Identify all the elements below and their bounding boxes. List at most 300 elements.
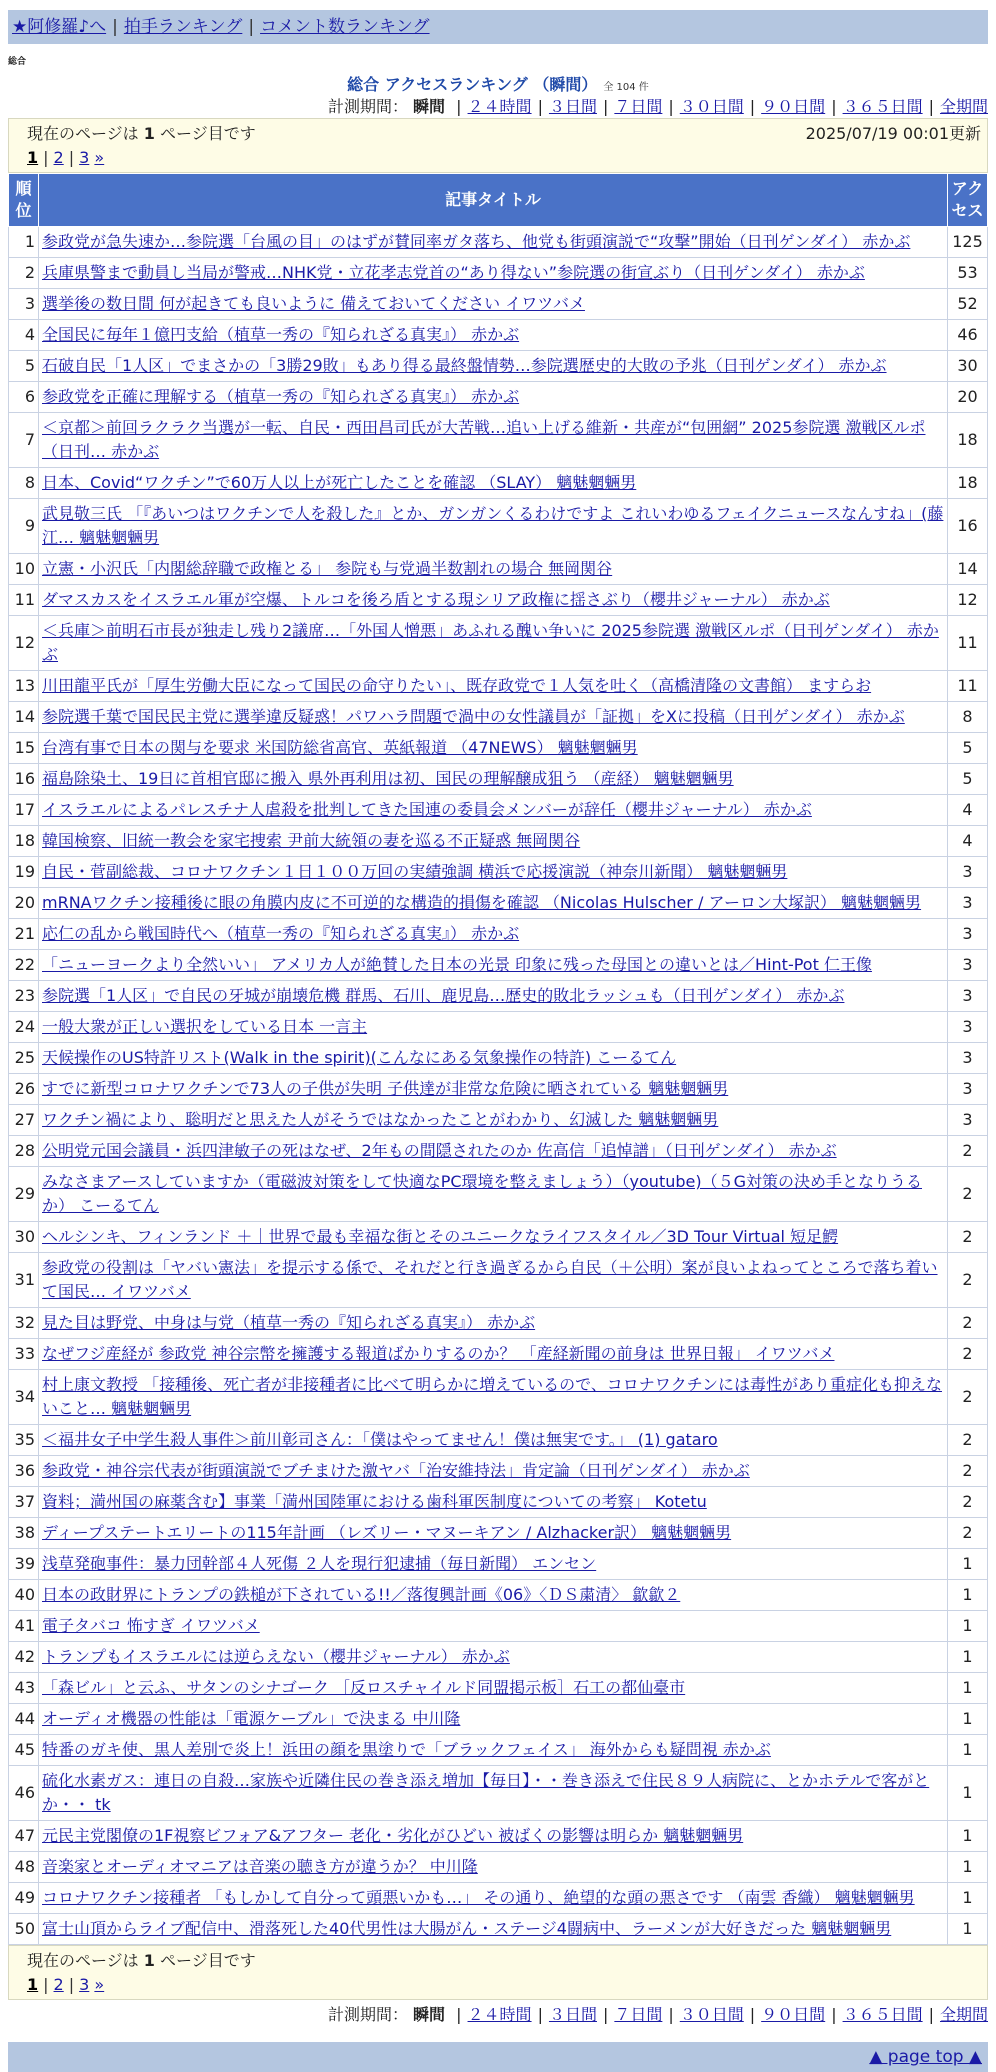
table-row: [9, 950, 988, 981]
rank-number: 39: [9, 1549, 39, 1580]
pagination: [27, 1973, 981, 1997]
table-row: [9, 1883, 988, 1914]
asyura-home-link[interactable]: ★阿修羅♪へ: [12, 17, 107, 37]
article-title-link[interactable]: みなさまアースしていますか（電磁波対策をして快適なPC環境を整えましょう）（youtube)（５G対策の決め手となりうるか） こーるてん: [42, 1172, 922, 1215]
total-count: 全 104 件: [603, 82, 649, 93]
article-title-cell: [39, 258, 948, 289]
period-option-link[interactable]: ９０日間: [761, 97, 826, 116]
access-count: 4: [948, 795, 988, 826]
article-title-cell: [39, 554, 948, 585]
table-row: [9, 826, 988, 857]
rank-number: 2: [9, 258, 39, 289]
table-row: [9, 499, 988, 554]
period-option-link[interactable]: ３０日間: [679, 2005, 744, 2024]
article-title-cell: [39, 585, 948, 616]
access-count: 1: [948, 1549, 988, 1580]
access-count: 2: [948, 1456, 988, 1487]
article-title-link[interactable]: 武見敬三氏 「『あいつはワクチンで人を殺した』とか、ガンガンくるわけですよ これいわゆるフェイクニュースなんすね」(藤江… 魑魅魍魎男: [42, 504, 944, 547]
article-title-cell: [39, 1852, 948, 1883]
article-title-link[interactable]: 日本の政財界にトランプの鉄槌が下されている!!／落復興計画《06》〈ＤＳ粛清〉 歙歙２: [42, 1585, 681, 1604]
article-title-cell: [39, 499, 948, 554]
article-title-cell: [39, 981, 948, 1012]
article-title-link[interactable]: ＜福井女子中学生殺人事件＞前川彰司さん：「僕はやってません！僕は無実です。」 (1) gataro: [42, 1430, 718, 1449]
ranking-title: 総合 アクセスランキング （瞬間）: [347, 75, 598, 94]
table-row: [9, 671, 988, 702]
article-title-cell: [39, 468, 948, 499]
article-title-link[interactable]: 電子タバコ 怖すぎ イワツバメ: [42, 1616, 260, 1635]
period-option-link[interactable]: ２４時間: [467, 2005, 532, 2024]
rank-number: 21: [9, 919, 39, 950]
article-title-link[interactable]: ワクチン禍により、聡明だと思えた人がそうではなかったことがわかり、幻滅した 魑魅魍魎男: [42, 1110, 719, 1129]
rank-number: 26: [9, 1074, 39, 1105]
nav-separator: |: [248, 17, 255, 37]
period-option-link[interactable]: ９０日間: [761, 2005, 826, 2024]
rank-number: 9: [9, 499, 39, 554]
period-selector-top: [8, 96, 988, 118]
article-title-link[interactable]: イスラエルによるパレスチナ人虐殺を批判してきた国連の委員会メンバーが辞任（櫻井ジャーナル） 赤かぶ: [42, 800, 812, 819]
article-title-cell: [39, 1105, 948, 1136]
access-count: 2: [948, 1370, 988, 1425]
article-title-link[interactable]: 自民・菅副総裁、コロナワクチン１日１００万回の実績強調 横浜で応援演説（神奈川新聞） 魑魅魍魎男: [42, 862, 788, 881]
rank-number: 48: [9, 1852, 39, 1883]
current-page-number: 1: [143, 124, 155, 143]
table-row: [9, 1074, 988, 1105]
article-title-link[interactable]: 元民主党閣僚の1F視察ビフォア&アフター 老化・劣化がひどい 被ばくの影響は明らか 魑魅魍魎男: [42, 1826, 744, 1845]
table-row: [9, 981, 988, 1012]
article-title-cell: [39, 733, 948, 764]
rank-number: 8: [9, 468, 39, 499]
table-row: [9, 1549, 988, 1580]
rank-number: 49: [9, 1883, 39, 1914]
article-title-link[interactable]: なぜフジ産経が 参政党 神谷宗幣を擁護する報道ばかりするのか？ 「産経新聞の前身は 世界日報」 イワツバメ: [42, 1344, 835, 1363]
table-row: [9, 1105, 988, 1136]
article-title-cell: [39, 413, 948, 468]
access-count: 1: [948, 1642, 988, 1673]
period-separator: |: [602, 2005, 609, 2024]
table-row: [9, 616, 988, 671]
page-2-link[interactable]: 2: [53, 148, 64, 167]
access-count: 11: [948, 616, 988, 671]
article-title-cell: [39, 950, 948, 981]
table-row: [9, 585, 988, 616]
article-title-cell: [39, 1518, 948, 1549]
access-count: 1: [948, 1611, 988, 1642]
access-count: 2: [948, 1487, 988, 1518]
article-title-link[interactable]: コロナワクチン接種者 「もしかして自分って頭悪いかも…」 その通り、絶望的な頭の悪さです （南雲 香織） 魑魅魍魎男: [42, 1888, 915, 1907]
rank-number: 40: [9, 1580, 39, 1611]
period-separator: |: [602, 97, 609, 116]
article-title-cell: [39, 826, 948, 857]
rank-number: 23: [9, 981, 39, 1012]
article-title-link[interactable]: 全国民に毎年１億円支給（植草一秀の『知られざる真実』） 赤かぶ: [42, 325, 520, 344]
rank-number: 25: [9, 1043, 39, 1074]
period-separator: |: [668, 2005, 674, 2024]
table-row: [9, 1766, 988, 1821]
rank-number: 16: [9, 764, 39, 795]
rank-number: 28: [9, 1136, 39, 1167]
article-title-link[interactable]: 村上康文教授 「接種後、死亡者が非接種者に比べて明らかに増えているので、コロナワクチンには毒性があり重症化も抑えないこと… 魑魅魍魎男: [42, 1375, 942, 1418]
access-count: 3: [948, 1043, 988, 1074]
period-option-link[interactable]: 全期間: [939, 2005, 988, 2024]
rank-number: 5: [9, 351, 39, 382]
article-title-link[interactable]: 韓国検察、旧統一教会を家宅捜索 尹前大統領の妻を巡る不正疑惑 無岡関谷: [42, 831, 581, 850]
article-title-cell: [39, 1136, 948, 1167]
access-count: 2: [948, 1136, 988, 1167]
access-header: アクセス: [948, 174, 988, 227]
article-title-cell: [39, 795, 948, 826]
access-count: 3: [948, 919, 988, 950]
article-title-link[interactable]: ヘルシンキ、フィンランド ＋｜世界で最も幸福な街とそのユニークなライフスタイル／3D Tour Virtual 短足鰐: [42, 1227, 839, 1246]
page-3-link[interactable]: 3: [79, 1975, 90, 1994]
access-count: 30: [948, 351, 988, 382]
rank-number: 45: [9, 1735, 39, 1766]
article-title-cell: [39, 289, 948, 320]
article-title-link[interactable]: 「ニューヨークより全然いい」 アメリカ人が絶賛した日本の光景 印象に残った母国との違いとは／Hint-Pot 仁王像: [42, 955, 872, 974]
access-count: 52: [948, 289, 988, 320]
access-count: 5: [948, 733, 988, 764]
page-separator: |: [43, 148, 49, 167]
access-count: 20: [948, 382, 988, 413]
article-title-link[interactable]: 硫化水素ガス：連日の自殺…家族や近隣住民の巻き添え増加【毎日】・・巻き添えで住民８９人病院に、とかホテルで客がとか・・ tk: [42, 1771, 930, 1814]
rank-number: 46: [9, 1766, 39, 1821]
article-title-cell: [39, 1167, 948, 1222]
table-row: [9, 1580, 988, 1611]
article-title-link[interactable]: オーディオ機器の性能は「電源ケーブル」で決まる 中川隆: [42, 1709, 461, 1728]
applause-ranking-link[interactable]: 拍手ランキング: [123, 17, 243, 37]
access-count: 8: [948, 702, 988, 733]
table-row: [9, 1339, 988, 1370]
article-title-link[interactable]: 一般大衆が正しい選択をしている日本 一言主: [42, 1017, 368, 1036]
access-count: 1: [948, 1580, 988, 1611]
rank-number: 41: [9, 1611, 39, 1642]
rank-number: 20: [9, 888, 39, 919]
table-row: [9, 1518, 988, 1549]
table-row: [9, 1642, 988, 1673]
period-option-link[interactable]: 全期間: [939, 97, 988, 116]
next-page-link[interactable]: »: [94, 1975, 105, 1994]
access-count: 1: [948, 1852, 988, 1883]
table-row: [9, 1456, 988, 1487]
table-row: [9, 1043, 988, 1074]
page-1-current: 1: [27, 148, 39, 167]
access-count: 3: [948, 950, 988, 981]
access-count: 3: [948, 1105, 988, 1136]
article-title-cell: [39, 1370, 948, 1425]
article-title-link[interactable]: ＜兵庫＞前明石市長が独走し残り2議席…「外国人憎悪」あふれる醜い争いに 2025参院選 激戦区ルポ（日刊ゲンダイ） 赤かぶ: [42, 621, 939, 664]
article-title-cell: [39, 919, 948, 950]
access-count: 2: [948, 1518, 988, 1549]
period-option-link[interactable]: ３日間: [548, 97, 597, 116]
table-row: [9, 1704, 988, 1735]
table-row: [9, 919, 988, 950]
access-count: 1: [948, 1821, 988, 1852]
article-title-cell: [39, 1883, 948, 1914]
rank-number: 50: [9, 1914, 39, 1945]
article-title-link[interactable]: 参院選「1人区」で自民の牙城が崩壊危機 群馬、石川、鹿児島…歴史的敗北ラッシュも（日刊ゲンダイ） 赤かぶ: [42, 986, 845, 1005]
period-separator: |: [831, 97, 837, 116]
article-title-cell: [39, 227, 948, 258]
access-count: 3: [948, 1074, 988, 1105]
article-title-cell: [39, 1043, 948, 1074]
rank-number: 13: [9, 671, 39, 702]
article-title-cell: [39, 1821, 948, 1852]
comment-ranking-link[interactable]: コメント数ランキング: [260, 17, 430, 37]
access-count: 18: [948, 413, 988, 468]
access-count: 3: [948, 981, 988, 1012]
article-title-link[interactable]: ディープステートエリートの115年計画 （レズリー・マヌーキアン / Alzhacker訳） 魑魅魍魎男: [42, 1523, 732, 1542]
rank-number: 14: [9, 702, 39, 733]
article-title-link[interactable]: ＜京都＞前回ラクラク当選が一転、自民・西田昌司氏が大苦戦…追い上げる維新・共産が“包囲網” 2025参院選 激戦区ルポ（日刊… 赤かぶ: [42, 418, 926, 461]
table-row: [9, 1487, 988, 1518]
article-title-cell: [39, 702, 948, 733]
period-separator: |: [537, 2005, 543, 2024]
table-row: [9, 1012, 988, 1043]
rank-number: 47: [9, 1821, 39, 1852]
period-label: 計測期間：: [327, 2005, 408, 2024]
updated-timestamp: 2025/07/19 00:01更新: [805, 124, 981, 143]
current-page-text: 現在のページは 1 ページ目です: [27, 124, 256, 143]
period-option-link[interactable]: ３日間: [548, 2005, 597, 2024]
article-title-cell: [39, 1253, 948, 1308]
article-title-link[interactable]: 立憲・小沢氏「内閣総辞職で政権とる」 参院も与党過半数割れの場合 無岡関谷: [42, 559, 613, 578]
nav-separator: |: [112, 17, 118, 37]
ranking-title-area: [8, 74, 988, 96]
article-title-link[interactable]: 浅草発砲事件：暴力団幹部４人死傷 ２人を現行犯逮捕（毎日新聞） エンセン: [42, 1554, 597, 1573]
article-title-cell: [39, 320, 948, 351]
rank-number: 22: [9, 950, 39, 981]
access-count: 5: [948, 764, 988, 795]
article-title-link[interactable]: 福島除染土、19日に首相官邸に搬入 県外再利用は初、国民の理解醸成狙う （産経） 魑魅魍魎男: [42, 769, 734, 788]
footer-bar: [8, 2042, 988, 2072]
article-title-cell: [39, 764, 948, 795]
article-title-cell: [39, 616, 948, 671]
table-row: [9, 1136, 988, 1167]
page-2-link[interactable]: 2: [53, 1975, 64, 1994]
rank-number: 29: [9, 1167, 39, 1222]
table-row: [9, 795, 988, 826]
table-row: [9, 382, 988, 413]
period-option-link[interactable]: ３０日間: [679, 97, 744, 116]
article-title-link[interactable]: ダマスカスをイスラエル軍が空爆、トルコを後ろ盾とする現シリア政権に揺さぶり（櫻井ジャーナル） 赤かぶ: [42, 590, 830, 609]
access-count: 1: [948, 1766, 988, 1821]
table-row: [9, 1735, 988, 1766]
article-title-cell: [39, 1642, 948, 1673]
article-title-link[interactable]: 日本、Covid“ワクチン”で60万人以上が死亡したことを確認 （SLAY） 魑魅魍魎男: [42, 473, 637, 492]
period-separator: |: [749, 97, 756, 116]
rank-number: 4: [9, 320, 39, 351]
access-count: 1: [948, 1673, 988, 1704]
period-options: [450, 97, 988, 116]
page-top-link[interactable]: ▲ page top ▲: [869, 2047, 982, 2067]
article-title-link[interactable]: 参政党を正確に理解する（植草一秀の『知られざる真実』） 赤かぶ: [42, 387, 520, 406]
article-title-link[interactable]: mRNAワクチン接種後に眼の角膜内皮に不可逆的な構造的損傷を確認 （Nicolas Hulscher / アーロン大塚訳） 魑魅魍魎男: [42, 893, 922, 912]
access-count: 12: [948, 585, 988, 616]
access-count: 1: [948, 1704, 988, 1735]
period-selector-bottom: [8, 2004, 988, 2026]
article-title-link[interactable]: 台湾有事で日本の関与を要求 米国防総省高官、英紙報道 （47NEWS） 魑魅魍魎男: [42, 738, 638, 757]
rank-number: 15: [9, 733, 39, 764]
article-title-link[interactable]: 資料；満州国の麻薬含む】事業「満州国陸軍における歯科軍医制度についての考察」 Kotetu: [42, 1492, 707, 1511]
access-count: 2: [948, 1222, 988, 1253]
current-page-number: 1: [143, 1951, 155, 1970]
access-count: 11: [948, 671, 988, 702]
access-count: 4: [948, 826, 988, 857]
rank-number: 1: [9, 227, 39, 258]
rank-number: 17: [9, 795, 39, 826]
article-title-link[interactable]: トランプもイスラエルには逆らえない（櫻井ジャーナル） 赤かぶ: [42, 1647, 510, 1666]
period-option-link[interactable]: ３６５日間: [842, 97, 923, 116]
page-separator: |: [68, 148, 75, 167]
article-title-link[interactable]: 兵庫県警まで動員し当局が警戒…NHK党・立花孝志党首の“あり得ない”参院選の街宣ぶり（日刊ゲンダイ） 赤かぶ: [42, 263, 865, 282]
period-separator: |: [456, 2005, 462, 2024]
period-separator: |: [928, 97, 934, 116]
ranking-table: [8, 173, 988, 1945]
article-title-cell: [39, 671, 948, 702]
rank-number: 36: [9, 1456, 39, 1487]
table-row: [9, 888, 988, 919]
access-count: 46: [948, 320, 988, 351]
page-3-link[interactable]: 3: [79, 148, 90, 167]
article-title-link[interactable]: 特番のガキ使、黒人差別で炎上！浜田の顔を黒塗りで「ブラックフェイス」 海外からも疑問視 赤かぶ: [42, 1740, 771, 1759]
period-option-link[interactable]: ２４時間: [467, 97, 532, 116]
period-option-link[interactable]: ３６５日間: [842, 2005, 923, 2024]
article-title-link[interactable]: 応仁の乱から戦国時代へ（植草一秀の『知られざる真実』） 赤かぶ: [42, 924, 520, 943]
rank-number: 7: [9, 413, 39, 468]
access-count: 3: [948, 888, 988, 919]
table-row: [9, 1253, 988, 1308]
table-row: [9, 1370, 988, 1425]
pager-box-bottom: [8, 1945, 988, 2000]
article-title-cell: [39, 382, 948, 413]
period-separator: |: [831, 2005, 837, 2024]
article-title-cell: [39, 1487, 948, 1518]
access-count: 3: [948, 1012, 988, 1043]
table-row: [9, 702, 988, 733]
rank-header: 順位: [9, 174, 39, 227]
access-count: 2: [948, 1308, 988, 1339]
article-title-link[interactable]: 参政党・神谷宗代表が街頭演説でブチまけた激ヤバ「治安維持法」肯定論（日刊ゲンダイ） 赤かぶ: [42, 1461, 750, 1480]
access-count: 1: [948, 1914, 988, 1945]
article-title-cell: [39, 351, 948, 382]
access-count: 2: [948, 1253, 988, 1308]
period-separator: |: [928, 2005, 934, 2024]
table-row: [9, 1914, 988, 1945]
article-title-cell: [39, 1425, 948, 1456]
rank-number: 30: [9, 1222, 39, 1253]
article-title-link[interactable]: 「森ビル」と云ふ、サタンのシナゴーク ［反ロスチャイルド同盟掲示板］石工の都仙臺市: [42, 1678, 686, 1697]
rank-number: 38: [9, 1518, 39, 1549]
page-1-current: 1: [27, 1975, 39, 1994]
pager-box-top: [8, 118, 988, 173]
article-title-cell: [39, 1456, 948, 1487]
table-row: [9, 351, 988, 382]
table-row: [9, 554, 988, 585]
article-title-link[interactable]: すでに新型コロナワクチンで73人の子供が失明 子供達が非常な危険に晒されている 魑魅魍魎男: [42, 1079, 729, 1098]
article-title-link[interactable]: 富士山頂からライブ配信中、滑落死した40代男性は大腸がん・ステージ4闘病中、ラーメンが大好きだった 魑魅魍魎男: [42, 1919, 892, 1938]
article-title-cell: [39, 1673, 948, 1704]
rank-number: 31: [9, 1253, 39, 1308]
page-separator: |: [68, 1975, 75, 1994]
rank-number: 11: [9, 585, 39, 616]
next-page-link[interactable]: »: [94, 148, 105, 167]
rank-number: 35: [9, 1425, 39, 1456]
table-row: [9, 1852, 988, 1883]
pagination: [27, 146, 981, 170]
access-count: 2: [948, 1339, 988, 1370]
rank-number: 32: [9, 1308, 39, 1339]
access-count: 3: [948, 857, 988, 888]
access-count: 53: [948, 258, 988, 289]
period-option-link[interactable]: ７日間: [614, 2005, 663, 2024]
article-title-cell: [39, 888, 948, 919]
table-row: [9, 733, 988, 764]
table-row: [9, 258, 988, 289]
article-title-link[interactable]: 石破自民「1人区」でまさかの「3勝29敗」もあり得る最終盤情勢…参院選歴史的大敗の予兆（日刊ゲンダイ） 赤かぶ: [42, 356, 887, 375]
article-title-link[interactable]: 見た目は野党、中身は与党（植草一秀の『知られざる真実』） 赤かぶ: [42, 1313, 536, 1332]
rank-number: 34: [9, 1370, 39, 1425]
table-row: [9, 289, 988, 320]
table-row: [9, 1425, 988, 1456]
access-count: 16: [948, 499, 988, 554]
rank-number: 6: [9, 382, 39, 413]
article-title-cell: [39, 1549, 948, 1580]
article-title-link[interactable]: 参院選千葉で国民民主党に選挙違反疑惑！パワハラ問題で渦中の女性議員が「証拠」をXに投稿（日刊ゲンダイ） 赤かぶ: [42, 707, 905, 726]
table-row: [9, 413, 988, 468]
access-count: 1: [948, 1735, 988, 1766]
access-count: 18: [948, 468, 988, 499]
period-separator: |: [668, 97, 674, 116]
period-option-link[interactable]: ７日間: [614, 97, 663, 116]
article-title-cell: [39, 1766, 948, 1821]
rank-number: 33: [9, 1339, 39, 1370]
page-separator: |: [43, 1975, 49, 1994]
article-title-link[interactable]: 参政党が急失速か…参院選「台風の目」のはずが賛同率ガタ落ち、他党も街頭演説で“攻撃”開始（日刊ゲンダイ） 赤かぶ: [42, 232, 911, 251]
title-header: 記事タイトル: [39, 174, 948, 227]
period-separator: |: [537, 97, 543, 116]
table-row: [9, 1611, 988, 1642]
rank-number: 18: [9, 826, 39, 857]
rank-number: 42: [9, 1642, 39, 1673]
article-title-link[interactable]: 天候操作のUS特許リスト(Walk in the spirit)(こんなにある気象操作の特許) こーるてん: [42, 1048, 677, 1067]
article-title-link[interactable]: 選挙後の数日間 何が起きても良いように 備えておいてください イワツバメ: [42, 294, 585, 313]
top-navigation-bar: [8, 10, 988, 44]
article-title-link[interactable]: 公明党元国会議員・浜四津敏子の死はなぜ、2年もの間隠されたのか 佐高信「追悼譜」（日刊ゲンダイ） 赤かぶ: [42, 1141, 837, 1160]
access-count: 125: [948, 227, 988, 258]
access-count: 14: [948, 554, 988, 585]
access-count: 1: [948, 1883, 988, 1914]
category-label: 総合: [8, 57, 27, 67]
table-row: [9, 857, 988, 888]
current-page-text: 現在のページは 1 ページ目です: [27, 1951, 256, 1970]
table-row: [9, 1308, 988, 1339]
table-row: [9, 764, 988, 795]
article-title-cell: [39, 1074, 948, 1105]
table-row: [9, 320, 988, 351]
table-row: [9, 227, 988, 258]
table-row: [9, 1673, 988, 1704]
article-title-cell: [39, 857, 948, 888]
period-separator: |: [456, 97, 462, 116]
article-title-cell: [39, 1611, 948, 1642]
article-title-link[interactable]: 川田龍平氏が「厚生労働大臣になって国民の命守りたい」、既存政党で１人気を吐く（高橋清隆の文書館） ますらお: [42, 676, 872, 695]
article-title-link[interactable]: 音楽家とオーディオマニアは音楽の聴き方が違うか？ 中川隆: [42, 1857, 478, 1876]
article-title-cell: [39, 1339, 948, 1370]
article-title-link[interactable]: 参政党の役割は「ヤバい憲法」を提示する係で、それだと行き過ぎるから自民（＋公明）案が良いよねってところで落ち着いて国民… イワツバメ: [42, 1258, 938, 1301]
access-count: 2: [948, 1425, 988, 1456]
rank-number: 10: [9, 554, 39, 585]
table-row: [9, 468, 988, 499]
article-title-cell: [39, 1735, 948, 1766]
